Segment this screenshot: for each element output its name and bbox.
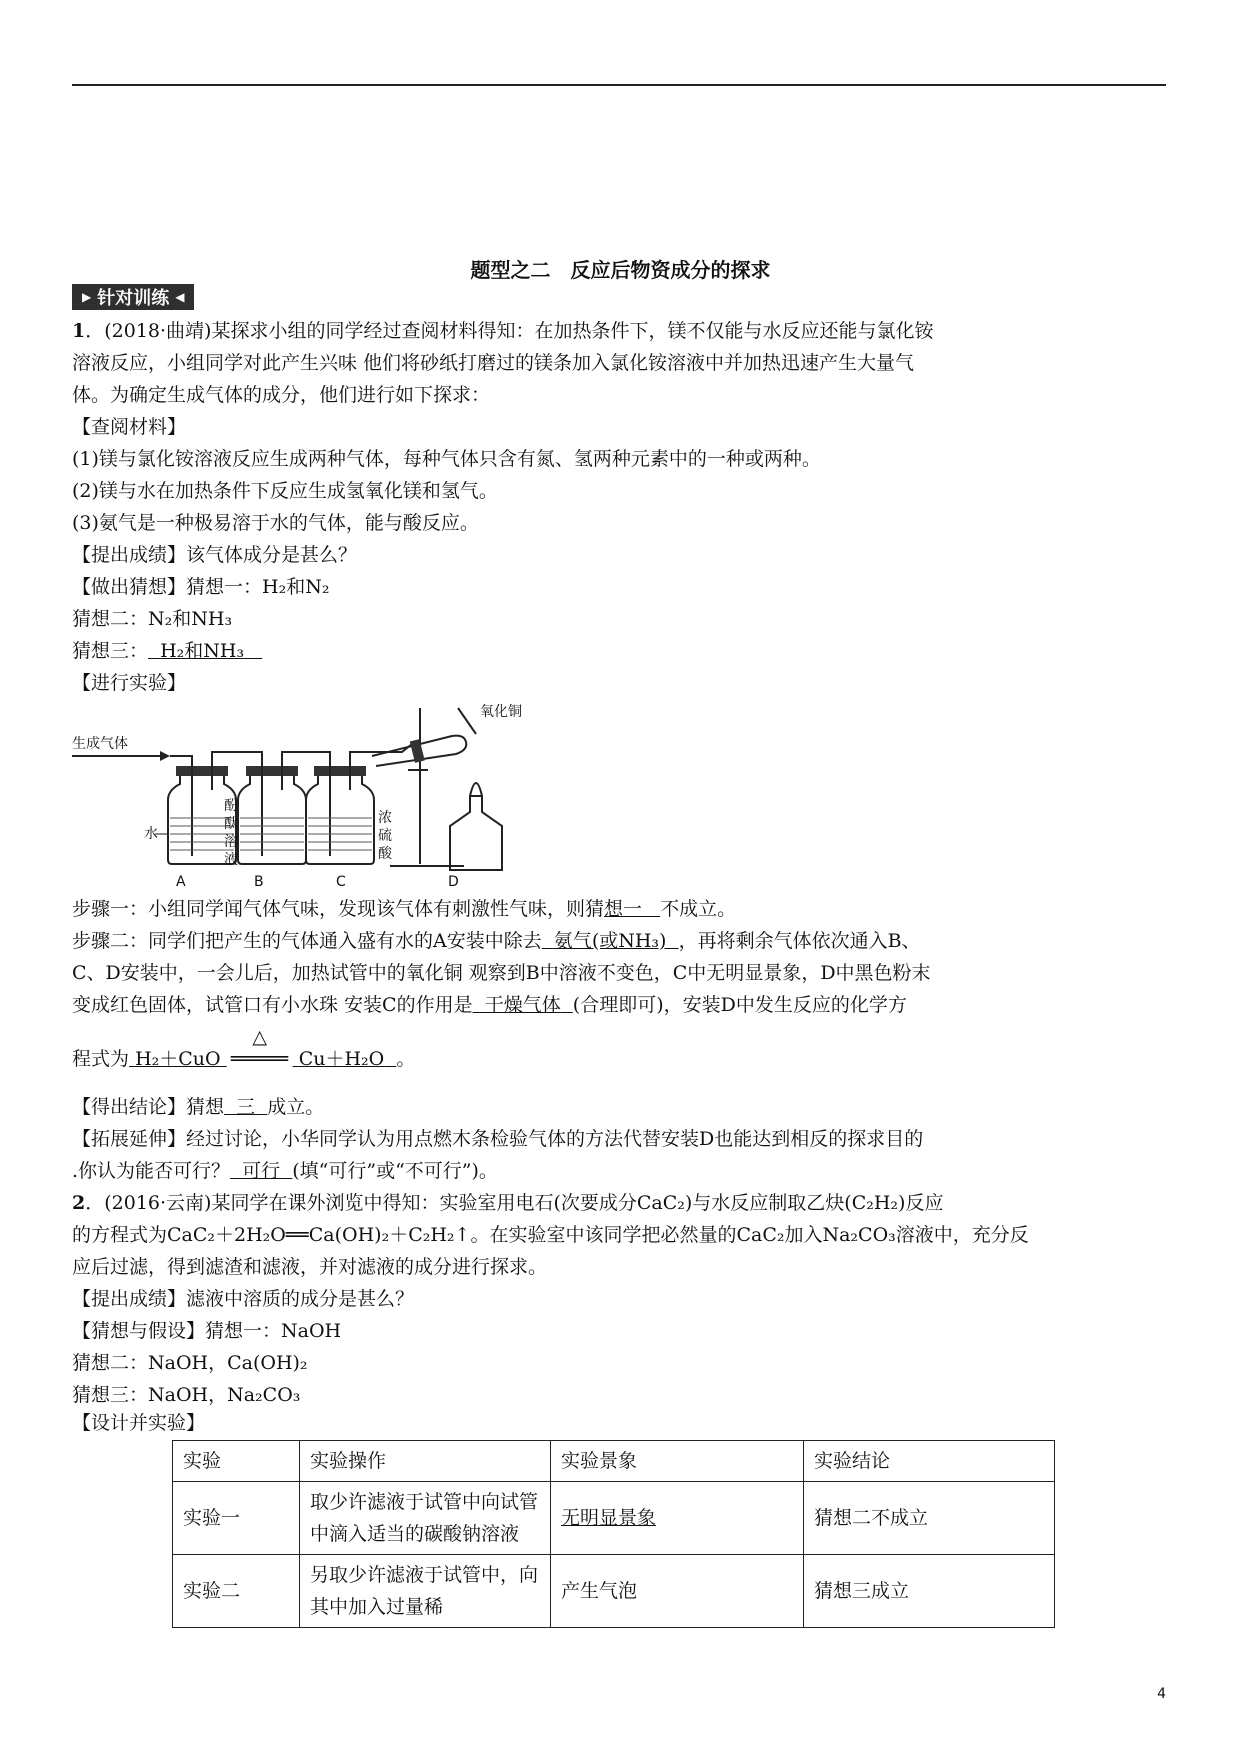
table-cell: 猜想二不成立 bbox=[804, 1482, 1055, 1555]
page-number: 4 bbox=[1157, 1686, 1166, 1702]
table-answer-text: 无明显景象 bbox=[561, 1507, 657, 1529]
q2-line3: 应后过滤，得到滤渣和滤液，并对滤液的成分进行探求。 bbox=[72, 1256, 548, 1278]
q2-number: 2 bbox=[72, 1192, 86, 1214]
q2-text1: 某同学在课外浏览中得知：实验室用电石(次要成分CaC₂)与水反应制取乙炔(C₂H₂)反应 bbox=[211, 1192, 944, 1214]
q1-line1 bbox=[72, 318, 933, 344]
guess-3-value: H₂和NH₃ bbox=[160, 640, 245, 662]
table-cell: 实验二 bbox=[173, 1555, 300, 1628]
header-cell: 实验景象 bbox=[551, 1441, 804, 1482]
equation-right: Cu＋H₂O bbox=[298, 1048, 385, 1070]
table-cell: 实验一 bbox=[173, 1482, 300, 1555]
table-cell-answer bbox=[551, 1482, 804, 1555]
q2-guess-2: 猜想二：NaOH，Ca(OH)₂ bbox=[72, 1352, 308, 1374]
guess-3-answer bbox=[148, 640, 262, 662]
experiment-heading: 【进行实验】 bbox=[72, 672, 187, 694]
equation-prefix: 程式为 bbox=[72, 1048, 130, 1070]
table-cell: 另取少许滤液于试管中，向其中加入过量稀 bbox=[300, 1555, 551, 1628]
guess-1-value: H₂和N₂ bbox=[262, 576, 330, 598]
conclusion-end: 成立。 bbox=[267, 1096, 325, 1118]
guess-3-label: 猜想三： bbox=[72, 640, 149, 662]
step2-end: ，再将剩余气体依次通入B、 bbox=[678, 930, 921, 952]
conclusion-answer-text: 三 bbox=[236, 1096, 256, 1118]
step2-line3 bbox=[72, 992, 907, 1018]
section-title: 题型之二 反应后物资成分的探求 bbox=[470, 258, 771, 282]
equation-condition: △ ═════ bbox=[227, 1046, 293, 1072]
acid-char-3: 酸 bbox=[378, 846, 392, 862]
extension-answer bbox=[230, 1160, 292, 1182]
q2-design-heading: 【设计并实验】 bbox=[72, 1412, 206, 1434]
header-cell: 实验结论 bbox=[804, 1441, 1055, 1482]
table-cell: 取少许滤液于试管中向试管中滴入适当的碳酸钠溶液 bbox=[300, 1482, 551, 1555]
guess-heading: 【做出猜想】猜想一： bbox=[72, 576, 263, 598]
extension-line2 bbox=[72, 1158, 498, 1184]
header-cell: 实验 bbox=[173, 1441, 300, 1482]
q2-line2: 的方程式为CaC₂＋2H₂O══Ca(OH)₂＋C₂H₂↑。在实验室中该同学把必然量的CaC₂加入Na₂CO₃溶液中，充分反 bbox=[72, 1224, 1029, 1246]
phenol-char-1: 酚 bbox=[224, 798, 238, 814]
practice-badge bbox=[72, 284, 194, 310]
acid-char-1: 浓 bbox=[378, 810, 392, 826]
label-c: C bbox=[336, 874, 346, 890]
left-triangle-icon: ◀ bbox=[175, 290, 185, 304]
label-a: A bbox=[176, 874, 186, 890]
ref-item-1: (1)镁与氯化铵溶液反应生成两种气体，每种气体只含有氮、氢两种元素中的一种或两种。 bbox=[72, 448, 821, 470]
cuo-label: 氧化铜 bbox=[480, 704, 522, 720]
equation-left: H₂＋CuO bbox=[135, 1048, 221, 1070]
guess-2 bbox=[72, 606, 232, 632]
badge-label: 针对训练 bbox=[97, 288, 170, 309]
guess-2-label: 猜想二： bbox=[72, 608, 149, 630]
extension-answer-text: 可行 bbox=[242, 1160, 281, 1182]
table-cell: 产生气泡 bbox=[551, 1555, 804, 1628]
ref-item-2: (2)镁与水在加热条件下反应生成氢氧化镁和氢气。 bbox=[72, 480, 498, 502]
step1-answer-text: 想一 bbox=[604, 898, 643, 920]
equation-end: 。 bbox=[396, 1048, 416, 1070]
water-leader: — bbox=[154, 826, 168, 842]
equation-answer bbox=[129, 1048, 227, 1070]
extension-end: (填“可行”或“不可行”)。 bbox=[292, 1160, 498, 1182]
phenol-char-2: 酞 bbox=[224, 816, 238, 832]
q1-source: ．(2018·曲靖) bbox=[85, 320, 212, 342]
q2-source: ．(2016·云南) bbox=[85, 1192, 212, 1214]
table-row bbox=[173, 1482, 1055, 1555]
step2-line3-answer-text: 干燥气体 bbox=[484, 994, 561, 1016]
q2-question: 【提出成绩】滤液中溶质的成分是甚么？ bbox=[72, 1288, 415, 1310]
heat-symbol: △ bbox=[252, 1026, 267, 1048]
phenol-char-3: 溶 bbox=[224, 834, 238, 850]
step1-text: 步骤一：小组同学闻气体气味，发现该气体有刺激性气味，则猜 bbox=[72, 898, 605, 920]
conclusion-text: 【得出结论】猜想 bbox=[72, 1096, 225, 1118]
label-d: D bbox=[448, 874, 459, 890]
table-cell: 猜想三成立 bbox=[804, 1555, 1055, 1628]
experiment-table bbox=[172, 1440, 1055, 1628]
acid-char-2: 硫 bbox=[378, 828, 392, 844]
phenol-char-4: 液 bbox=[224, 852, 238, 868]
right-triangle-icon: ▶ bbox=[82, 290, 92, 304]
guess-1 bbox=[72, 574, 329, 600]
q1-line2: 溶液反应，小组同学对此产生兴味 他们将砂纸打磨过的镁条加入氯化铵溶液中并加热迅速产生大量气 bbox=[72, 352, 915, 374]
q1-number: 1 bbox=[72, 320, 86, 342]
table-header-row bbox=[173, 1441, 1055, 1482]
equation-answer-right bbox=[293, 1048, 397, 1070]
step2-answer bbox=[542, 930, 679, 952]
step2-line1 bbox=[72, 928, 921, 954]
q2-line1 bbox=[72, 1190, 943, 1216]
q2-guess-1: 【猜想与假设】猜想一：NaOH bbox=[72, 1320, 342, 1342]
conclusion bbox=[72, 1094, 324, 1120]
apparatus-diagram bbox=[72, 700, 542, 890]
ref-heading: 【查阅材料】 bbox=[72, 416, 187, 438]
water-label: 水 bbox=[144, 826, 158, 842]
step2-line3-answer bbox=[473, 994, 573, 1016]
step1-answer bbox=[604, 898, 660, 920]
step2-line3-end: (合理即可)，安装D中发生反应的化学方 bbox=[572, 994, 907, 1016]
table-row bbox=[173, 1555, 1055, 1628]
q1-line3: 体。为确定生成气体的成分，他们进行如下探求： bbox=[72, 384, 491, 406]
extension-line1: 【拓展延伸】经过讨论，小华同学认为用点燃木条检验气体的方法代替安装D也能达到相反的探求目的 bbox=[72, 1128, 924, 1150]
step1-end: 不成立。 bbox=[660, 898, 737, 920]
guess-3 bbox=[72, 638, 262, 664]
step2-line2: C、D安装中，一会儿后，加热试管中的氧化铜 观察到B中溶液不变色，C中无明显景象，D中黑色粉末 bbox=[72, 962, 931, 984]
guess-2-value: N₂和NH₃ bbox=[148, 608, 233, 630]
gas-inlet-label: 生成气体 bbox=[72, 736, 128, 752]
ref-item-3: (3)氨气是一种极易溶于水的气体，能与酸反应。 bbox=[72, 512, 479, 534]
header-cell: 实验操作 bbox=[300, 1441, 551, 1482]
step2-answer-text: 氨气(或NH₃) bbox=[553, 930, 667, 952]
conclusion-answer bbox=[224, 1096, 267, 1118]
extension-text: .你认为能否可行？ bbox=[72, 1160, 231, 1182]
step2-line3-text: 变成红色固体，试管口有小水珠 安装C的作用是 bbox=[72, 994, 473, 1016]
q1-text1: 某探求小组的同学经过查阅材料得知：在加热条件下，镁不仅能与水反应还能与氯化铵 bbox=[211, 320, 934, 342]
header-rule bbox=[72, 84, 1166, 86]
q2-guess-3: 猜想三：NaOH，Na₂CO₃ bbox=[72, 1384, 301, 1406]
step2-text: 步骤二：同学们把产生的气体通入盛有水的A安装中除去 bbox=[72, 930, 542, 952]
equation-line bbox=[72, 1026, 416, 1072]
q1-question: 【提出成绩】该气体成分是甚么？ bbox=[72, 544, 358, 566]
label-b: B bbox=[254, 874, 264, 890]
step1 bbox=[72, 896, 736, 922]
